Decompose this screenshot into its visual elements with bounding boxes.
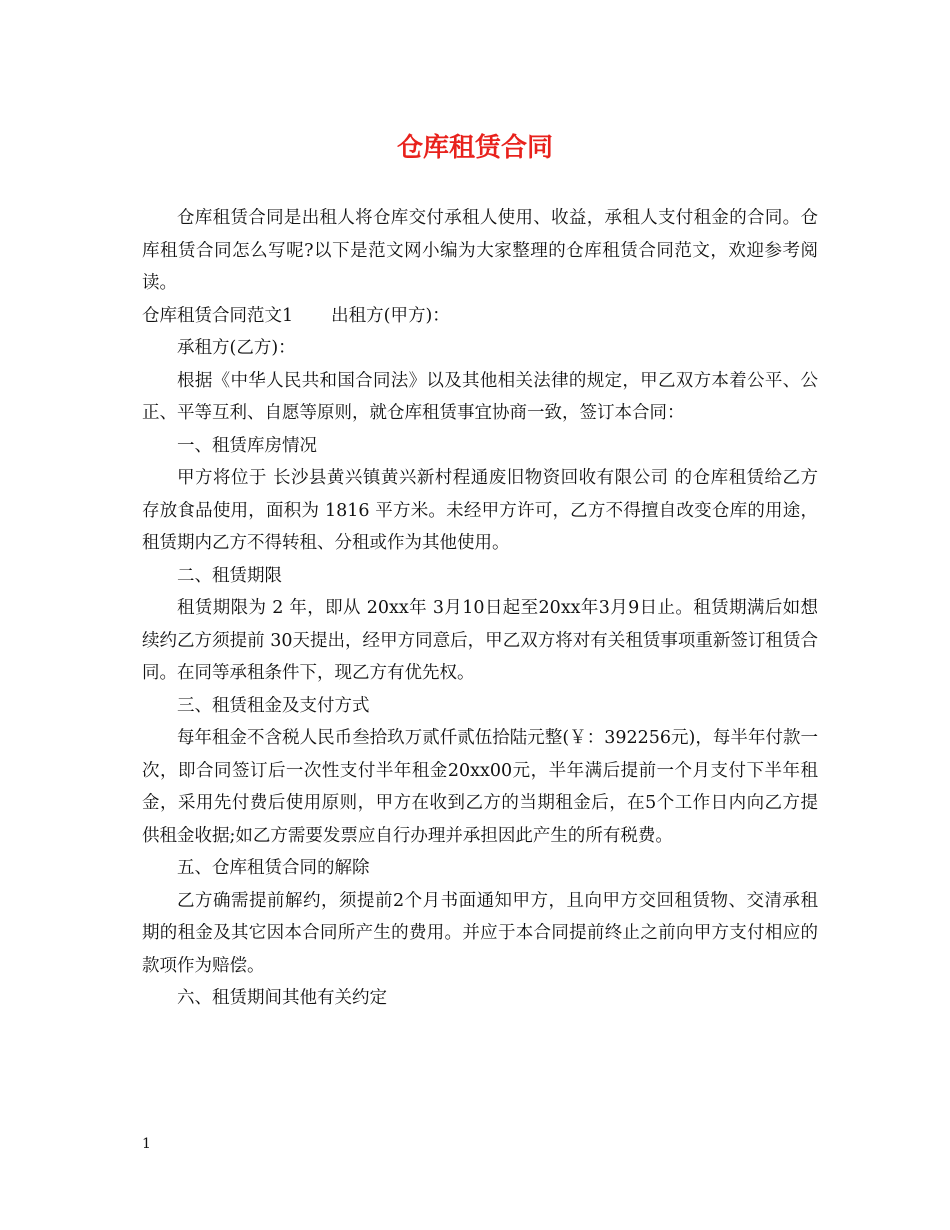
section-5-paragraph: 乙方确需提前解约，须提前2个月书面通知甲方，且向甲方交回租赁物、交清承租期的租金及其它因本合同所产生的费用。并应于本合同提前终止之前向甲方支付相应的款项作为赔偿。 xyxy=(142,890,818,976)
sample-heading: 仓库租赁合同范文1 xyxy=(142,305,294,326)
page-number: 1 xyxy=(142,1136,151,1152)
section-heading-5: 五、仓库租赁合同的解除 xyxy=(177,858,370,878)
section-1-paragraph: 甲方将位于 长沙县黄兴镇黄兴新村程通废旧物资回收有限公司 的仓库租赁给乙方存放食品使用，面积为 1816 平方米。未经甲方许可，乙方不得擅自改变仓库的用途，租赁期内乙方不得转租、分租或作为其他使用。 xyxy=(142,468,818,553)
sample-heading-line xyxy=(142,300,818,333)
lessee-label: 承租方(乙方)： xyxy=(177,338,296,358)
section-heading-6: 六、租赁期间其他有关约定 xyxy=(177,988,387,1008)
section-3-paragraph: 每年租金不含税人民币叁拾玖万贰仟贰伍拾陆元整(￥：392256元)，每半年付款一次，即合同签订后一次性支付半年租金20xx00元，半年满后提前一个月支付下半年租金，采用先付费后使用原则，甲方在收到乙方的当期租金后，在5个工作日内向乙方提供租金收据;如乙方需要发票应自行办理并承担因此产生的所有税费。 xyxy=(142,728,818,846)
section-heading-3: 三、租赁租金及支付方式 xyxy=(177,695,370,716)
intro-paragraph: 仓库租赁合同是出租人将仓库交付承租人使用、收益，承租人支付租金的合同。仓库租赁合同怎么写呢?以下是范文网小编为大家整理的仓库租赁合同范文，欢迎参考阅读。 xyxy=(142,208,818,293)
document-body xyxy=(142,202,818,1015)
lessor-label: 出租方(甲方)： xyxy=(331,305,450,326)
section-2-paragraph: 租赁期限为 2 年，即从 20xx年 3月10日起至20xx年3月9日止。租赁期满后如想续约乙方须提前 30天提出，经甲方同意后，甲乙双方将对有关租赁事项重新签订租赁合同。在同等承租条件下，现乙方有优先权。 xyxy=(142,598,818,683)
document-title: 仓库租赁合同 xyxy=(396,133,553,163)
legal-basis-paragraph: 根据《中华人民共和国合同法》以及其他相关法律的规定，甲乙双方本着公平、公正、平等互利、自愿等原则，就仓库租赁事宜协商一致，签订本合同： xyxy=(142,370,818,423)
section-heading-1: 一、租赁库房情况 xyxy=(177,435,317,456)
section-heading-2: 二、租赁期限 xyxy=(177,565,282,586)
